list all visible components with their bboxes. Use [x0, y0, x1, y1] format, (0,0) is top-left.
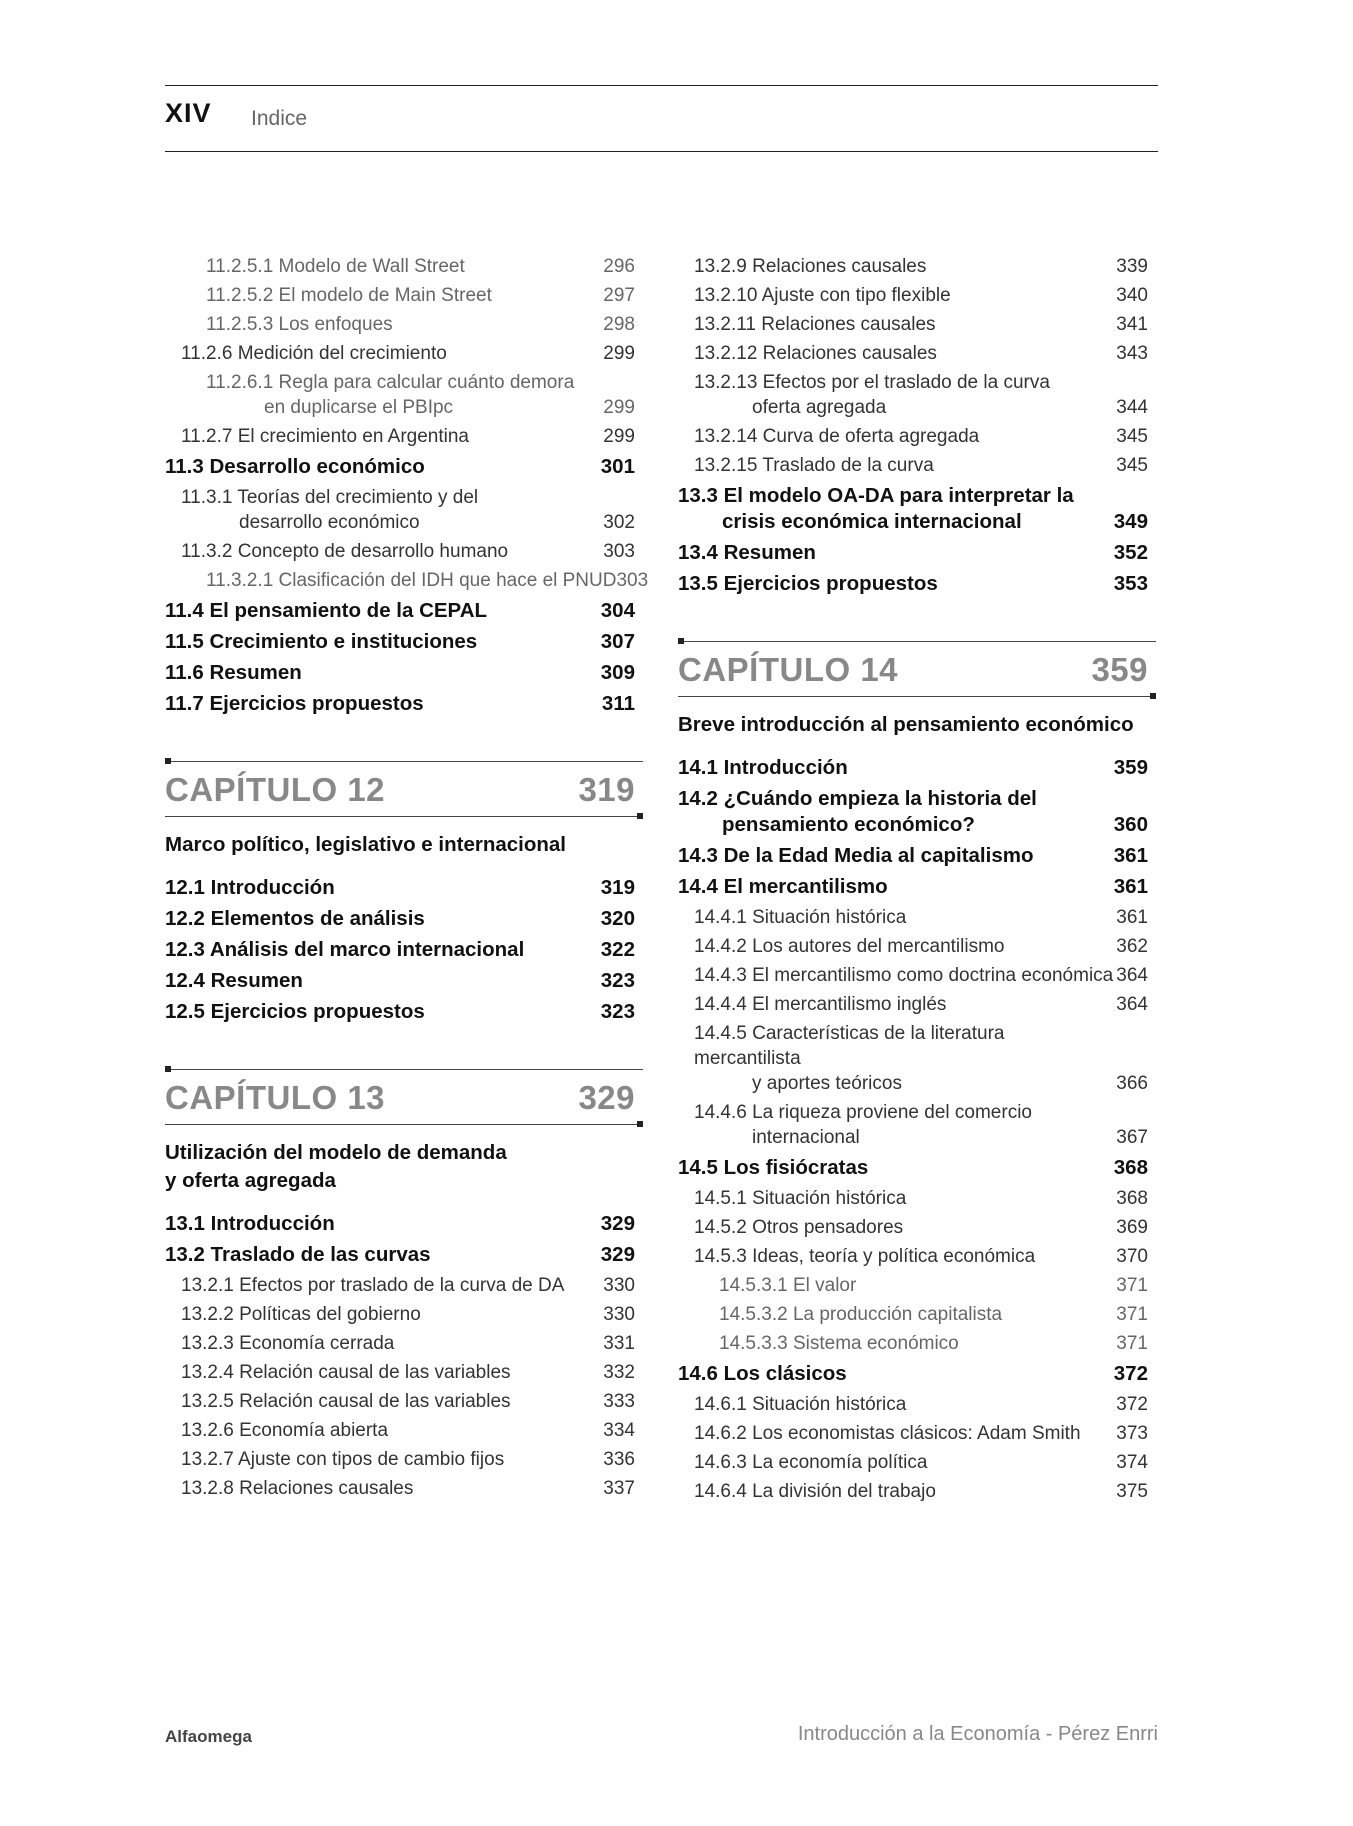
toc-entry-title: [694, 1186, 906, 1211]
toc-entry-title-line: 14.6.4 La división del trabajo: [694, 1481, 936, 1502]
toc-entry: [165, 875, 643, 901]
toc-entry-page: 349: [1113, 510, 1148, 533]
toc-entry: [165, 283, 643, 308]
toc-entry: [165, 424, 643, 449]
toc-entry: [678, 843, 1156, 869]
toc-entry-page: 303: [603, 541, 635, 562]
toc-entry: [678, 254, 1156, 279]
toc-entry-title: [206, 283, 492, 308]
toc-entry-page: 352: [1113, 541, 1148, 564]
toc-entry-title: [165, 1242, 431, 1268]
toc-entry-title-line: 11.3.2.1 Clasificación del IDH que hace el PNUD: [206, 570, 617, 591]
footer-book-title: Introducción a la Economía - Pérez Enrri: [797, 1723, 1158, 1745]
toc-entry-title: [181, 1302, 421, 1327]
toc-entry-title: [206, 254, 465, 279]
toc-entry-title-line: 12.2 Elementos de análisis: [165, 907, 425, 930]
toc-entry-page: 344: [1116, 397, 1148, 418]
toc-entry-page: 319: [600, 876, 635, 899]
chapter-heading-row: [165, 762, 643, 816]
toc-entry-page: 343: [1116, 343, 1148, 364]
toc-entry-title-line: 11.2.6.1 Regla para calcular cuánto demora: [206, 372, 575, 393]
chapter-bottom-rule: [165, 816, 643, 817]
toc-entry-title: [694, 1215, 903, 1240]
toc-entry: [678, 874, 1156, 900]
toc-entry-title-line: 11.4 El pensamiento de la CEPAL: [165, 599, 488, 622]
toc-entry-title-line: 11.2.5.3 Los enfoques: [206, 314, 393, 335]
toc-entry-title: [165, 598, 487, 624]
toc-entry-title-line: en duplicarse el PBIpc: [264, 397, 454, 418]
toc-entry: [678, 963, 1156, 988]
chapter-heading: [165, 1069, 643, 1125]
toc-entry: [165, 906, 643, 932]
toc-entry-title-line: 14.5.1 Situación histórica: [694, 1188, 907, 1209]
chapter-top-rule: [165, 761, 643, 762]
toc-entry-page: 302: [603, 512, 635, 533]
toc-entry-page: 296: [603, 256, 635, 277]
toc-entry-page: 307: [600, 630, 635, 653]
toc-entry: [165, 1331, 643, 1356]
toc-entry: [678, 1421, 1156, 1446]
toc-entry-page: 330: [603, 1304, 635, 1325]
header-bottom-rule: [165, 151, 1158, 152]
toc-entry-page: 361: [1113, 844, 1148, 867]
toc-entry-title: [678, 1361, 847, 1387]
toc-entry-title: [206, 312, 393, 337]
toc-entry: [678, 1479, 1156, 1504]
toc-entry-title-line: 14.1 Introducción: [678, 756, 848, 779]
toc-entry-page: 345: [1116, 426, 1148, 447]
toc-entry-title-line: 13.2.6 Economía abierta: [181, 1420, 389, 1441]
toc-entry-page: 299: [603, 397, 635, 418]
toc-entry-title: [694, 1100, 1032, 1150]
toc-entry: [678, 755, 1156, 781]
toc-entry-title-line: 13.1 Introducción: [165, 1212, 335, 1235]
toc-entry-page: 323: [600, 969, 635, 992]
toc-entry-title-line: 13.2.11 Relaciones causales: [694, 314, 936, 335]
toc-entry-page: 373: [1116, 1423, 1148, 1444]
toc-entry-title: [719, 1331, 959, 1356]
toc-entry-page: 370: [1116, 1246, 1148, 1267]
toc-entry-title: [165, 691, 424, 717]
toc-entry-title: [694, 934, 1005, 959]
toc-entry-title-line: internacional: [752, 1127, 860, 1148]
toc-entry: [678, 1021, 1156, 1096]
toc-entry: [165, 1211, 643, 1237]
toc-entry-title-line: 13.2.14 Curva de oferta agregada: [694, 426, 980, 447]
toc-entry-title-line: 14.4.6 La riqueza proviene del comercio: [694, 1102, 1032, 1123]
toc-entry-title-line: 14.4.4 El mercantilismo inglés: [694, 994, 947, 1015]
toc-entry-page: 339: [1116, 256, 1148, 277]
toc-entry-page: 364: [1116, 994, 1148, 1015]
toc-entry-title: [694, 1479, 936, 1504]
toc-entry-page: 368: [1116, 1188, 1148, 1209]
toc-entry: [165, 341, 643, 366]
chapter-heading: [165, 761, 643, 817]
toc-entry-title: [678, 843, 1033, 869]
toc-entry-title-line: 13.2.3 Economía cerrada: [181, 1333, 395, 1354]
toc-entry-page: 372: [1116, 1394, 1148, 1415]
toc-entry-title-line: crisis económica internacional: [722, 510, 1022, 533]
toc-entry: [678, 483, 1156, 535]
toc-entry-page: 298: [603, 314, 635, 335]
toc-entry: [678, 312, 1156, 337]
chapter-subtitle-line: Breve introducción al pensamiento económico: [678, 713, 1134, 736]
toc-entry-title-line: 13.2.5 Relación causal de las variables: [181, 1391, 511, 1412]
chapter-subtitle-line: y oferta agregada: [165, 1169, 336, 1192]
toc-entry-page: 359: [1113, 756, 1148, 779]
toc-entry-title-line: 11.2.5.1 Modelo de Wall Street: [206, 256, 465, 277]
toc-entry: [165, 1273, 643, 1298]
toc-entry-page: 353: [1113, 572, 1148, 595]
toc-entry: [678, 992, 1156, 1017]
toc-entry-title-line: 13.3 El modelo OA-DA para interpretar la: [678, 484, 1074, 507]
toc-entry-title: [181, 424, 469, 449]
toc-entry: [678, 1244, 1156, 1269]
footer-publisher: Alfaomega: [165, 1727, 252, 1746]
toc-entry: [678, 283, 1156, 308]
toc-entry-title-line: 14.4.1 Situación histórica: [694, 907, 907, 928]
chapter-page: 359: [1091, 651, 1148, 688]
chapter-top-rule: [678, 641, 1156, 642]
toc-entry-title: [165, 1211, 335, 1237]
toc-entry-title: [165, 660, 302, 686]
chapter-title: CAPÍTULO 12: [165, 771, 386, 808]
toc-entry-title: [694, 905, 906, 930]
toc-entry: [678, 1215, 1156, 1240]
chapter-page: 329: [578, 1079, 635, 1116]
toc-entry-title: [694, 453, 934, 478]
page-number: XIV: [165, 98, 212, 128]
chapter-heading-row: [165, 1070, 643, 1124]
toc-entry-title-line: 11.2.7 El crecimiento en Argentina: [181, 426, 469, 447]
toc-entry-title-line: y aportes teóricos: [752, 1073, 902, 1094]
toc-entry: [678, 453, 1156, 478]
chapter-heading-row: [678, 642, 1156, 696]
toc-entry-title-line: 14.6.1 Situación histórica: [694, 1394, 907, 1415]
toc-entry-title: [181, 341, 447, 366]
chapter-subtitle: [165, 1139, 643, 1195]
toc-entry: [678, 1100, 1156, 1150]
toc-entry-title: [165, 968, 303, 994]
toc-entry-title: [165, 454, 425, 480]
toc-entry-title-line: 14.6.3 La economía política: [694, 1452, 928, 1473]
toc-entry-title: [165, 629, 477, 655]
toc-entry-title: [694, 1421, 1081, 1446]
toc-entry: [165, 999, 643, 1025]
toc-entry-page: 375: [1116, 1481, 1148, 1502]
toc-entry-page: 303: [616, 570, 649, 591]
toc-entry: [165, 660, 643, 686]
toc-entry-page: 334: [603, 1420, 635, 1441]
toc-entry: [165, 629, 643, 655]
toc-entry: [165, 568, 649, 593]
toc-entry-title-line: 13.2.8 Relaciones causales: [181, 1478, 414, 1499]
toc-entry-title: [165, 999, 425, 1025]
toc-entry-title-line: 13.2.1 Efectos por traslado de la curva de DA: [181, 1275, 565, 1296]
toc-entry: [678, 905, 1156, 930]
toc-entry-page: 322: [600, 938, 635, 961]
toc-entry-title-line: 11.3 Desarrollo económico: [165, 455, 425, 478]
toc-entry-title: [694, 1021, 1116, 1096]
toc-entry-title-line: 12.4 Resumen: [165, 969, 303, 992]
toc-entry-title: [694, 254, 926, 279]
toc-entry-page: 362: [1116, 936, 1148, 957]
toc-entry: [165, 454, 643, 480]
toc-entry-title: [165, 937, 524, 963]
toc-entry-title-line: 14.5.3.1 El valor: [719, 1275, 857, 1296]
toc-entry: [165, 1418, 643, 1443]
toc-entry-title: [181, 1273, 564, 1298]
toc-entry-page: 371: [1116, 1333, 1148, 1354]
toc-entry-page: 367: [1116, 1127, 1148, 1148]
toc-entry: [165, 968, 643, 994]
toc-entry: [678, 1392, 1156, 1417]
toc-entry-page: 304: [600, 599, 635, 622]
toc-entry-title: [181, 1360, 511, 1385]
toc-entry-title-line: 14.4.5 Características de la literatura mercantilista: [694, 1023, 1005, 1069]
toc-entry-title: [181, 1331, 394, 1356]
toc-entry-title-line: 14.4 El mercantilismo: [678, 875, 888, 898]
toc-entry: [678, 1155, 1156, 1181]
toc-entry-title-line: 13.2.13 Efectos por el traslado de la curva: [694, 372, 1050, 393]
chapter-top-rule: [165, 1069, 643, 1070]
toc-entry-title: [719, 1302, 1002, 1327]
toc-entry: [165, 370, 643, 420]
toc-entry-page: 374: [1116, 1452, 1148, 1473]
toc-entry: [678, 370, 1156, 420]
toc-entry-page: 371: [1116, 1275, 1148, 1296]
toc-entry: [678, 1273, 1156, 1298]
toc-entry: [678, 1450, 1156, 1475]
toc-entry-title-line: 11.3.1 Teorías del crecimiento y del: [181, 487, 479, 508]
toc-entry: [678, 1331, 1156, 1356]
toc-entry-page: 340: [1116, 285, 1148, 306]
toc-entry-title: [694, 370, 1050, 420]
toc-entry-title-line: 14.4.2 Los autores del mercantilismo: [694, 936, 1005, 957]
toc-entry-title-line: 11.5 Crecimiento e instituciones: [165, 630, 478, 653]
toc-entry-title: [694, 283, 951, 308]
toc-entry-title: [678, 483, 1074, 535]
toc-entry-page: 371: [1116, 1304, 1148, 1325]
toc-entry-title-line: 14.5.3.3 Sistema económico: [719, 1333, 959, 1354]
toc-entry: [165, 1302, 643, 1327]
toc-entry-title: [181, 1418, 388, 1443]
toc-entry-page: 320: [600, 907, 635, 930]
toc-entry: [678, 1302, 1156, 1327]
toc-entry-title-line: 13.2.9 Relaciones causales: [694, 256, 927, 277]
toc-entry: [165, 539, 643, 564]
toc-entry-title: [694, 1450, 927, 1475]
toc-entry-title-line: 11.2.5.2 El modelo de Main Street: [206, 285, 492, 306]
toc-entry-title-line: 14.3 De la Edad Media al capitalismo: [678, 844, 1034, 867]
chapter-subtitle: [165, 831, 643, 859]
toc-entry-title: [678, 786, 1037, 838]
toc-entry-page: 332: [603, 1362, 635, 1383]
toc-entry-page: 329: [600, 1212, 635, 1235]
toc-entry: [678, 540, 1156, 566]
toc-entry-title: [206, 568, 616, 593]
toc-entry: [678, 1361, 1156, 1387]
toc-entry: [678, 571, 1156, 597]
toc-entry-title: [694, 963, 1113, 988]
toc-entry-title-line: 11.6 Resumen: [165, 661, 302, 684]
toc-entry-page: 369: [1116, 1217, 1148, 1238]
toc-entry-title-line: 13.2 Traslado de las curvas: [165, 1243, 431, 1266]
chapter-subtitle-line: Marco político, legislativo e internacional: [165, 833, 566, 856]
toc-entry-title-line: 12.3 Análisis del marco internacional: [165, 938, 525, 961]
chapter-heading: [678, 641, 1156, 697]
toc-entry: [165, 485, 643, 535]
toc-entry-page: 329: [600, 1243, 635, 1266]
section-title: Indice: [251, 107, 308, 130]
toc-entry-page: 299: [603, 426, 635, 447]
toc-entry-title-line: 14.5.3 Ideas, teoría y política económica: [694, 1246, 1036, 1267]
toc-entry-title-line: 13.2.10 Ajuste con tipo flexible: [694, 285, 951, 306]
toc-entry: [165, 1447, 643, 1472]
toc-entry-page: 297: [603, 285, 635, 306]
toc-entry-title: [694, 312, 936, 337]
toc-entry: [165, 598, 643, 624]
toc-entry-title: [694, 424, 979, 449]
toc-right-column: [678, 250, 1156, 1508]
toc-entry-title: [181, 1476, 413, 1501]
chapter-bottom-rule: [678, 696, 1156, 697]
toc-entry-page: 311: [601, 692, 635, 715]
toc-entry: [165, 691, 643, 717]
toc-entry-title: [719, 1273, 856, 1298]
toc-entry-title-line: 14.5.2 Otros pensadores: [694, 1217, 904, 1238]
toc-entry-title: [694, 1392, 906, 1417]
header-top-rule: [165, 85, 1158, 86]
toc-entry-title-line: 11.2.6 Medición del crecimiento: [181, 343, 447, 364]
toc-entry-title: [181, 1389, 511, 1414]
toc-entry-title-line: 14.4.3 El mercantilismo como doctrina económica: [694, 965, 1114, 986]
chapter-title: CAPÍTULO 14: [678, 651, 899, 688]
toc-entry-title-line: 14.5 Los fisiócratas: [678, 1156, 869, 1179]
toc-entry: [678, 786, 1156, 838]
toc-entry-page: 331: [603, 1333, 635, 1354]
toc-entry-page: 360: [1113, 813, 1148, 836]
toc-entry: [165, 1360, 643, 1385]
toc-entry-title: [165, 906, 425, 932]
toc-entry: [165, 1389, 643, 1414]
chapter-subtitle: [678, 711, 1156, 739]
toc-left-column: [165, 250, 649, 1505]
toc-entry-page: 341: [1116, 314, 1148, 335]
toc-entry-page: 366: [1116, 1073, 1148, 1094]
toc-entry-title: [678, 755, 848, 781]
toc-entry-page: 309: [600, 661, 635, 684]
toc-entry-title-line: 13.2.2 Políticas del gobierno: [181, 1304, 421, 1325]
toc-entry-page: 361: [1116, 907, 1148, 928]
chapter-bottom-rule: [165, 1124, 643, 1125]
toc-entry-title: [165, 875, 335, 901]
toc-entry-title-line: 13.2.7 Ajuste con tipos de cambio fijos: [181, 1449, 505, 1470]
toc-entry-page: 372: [1113, 1362, 1148, 1385]
toc-entry-page: 345: [1116, 455, 1148, 476]
toc-entry-page: 364: [1116, 965, 1148, 986]
toc-entry-title-line: 12.5 Ejercicios propuestos: [165, 1000, 425, 1023]
chapter-subtitle-line: Utilización del modelo de demanda: [165, 1141, 507, 1164]
toc-entry-title-line: 13.2.15 Traslado de la curva: [694, 455, 934, 476]
toc-entry-page: 301: [600, 455, 635, 478]
toc-entry-title: [206, 370, 574, 420]
toc-entry-title: [678, 874, 888, 900]
toc-entry-title-line: 14.6 Los clásicos: [678, 1362, 847, 1385]
toc-entry-title-line: 13.5 Ejercicios propuestos: [678, 572, 938, 595]
toc-entry-title-line: 11.7 Ejercicios propuestos: [165, 692, 424, 715]
toc-entry-title-line: 14.2 ¿Cuándo empieza la historia del: [678, 787, 1037, 810]
toc-entry: [678, 934, 1156, 959]
toc-entry-page: 330: [603, 1275, 635, 1296]
toc-entry-title-line: 13.2.4 Relación causal de las variables: [181, 1362, 511, 1383]
toc-entry-title: [181, 1447, 504, 1472]
toc-entry: [165, 937, 643, 963]
toc-entry-title-line: 11.3.2 Concepto de desarrollo humano: [181, 541, 509, 562]
toc-entry-title: [694, 341, 937, 366]
toc-entry-title: [694, 992, 946, 1017]
toc-entry-title-line: 12.1 Introducción: [165, 876, 335, 899]
toc-entry-title: [678, 571, 938, 597]
toc-entry-title-line: oferta agregada: [752, 397, 887, 418]
toc-entry: [678, 424, 1156, 449]
toc-entry: [165, 1242, 643, 1268]
toc-entry-page: 361: [1113, 875, 1148, 898]
toc-entry-title-line: pensamiento económico?: [722, 813, 975, 836]
toc-entry: [165, 254, 643, 279]
toc-entry-title-line: 14.5.3.2 La producción capitalista: [719, 1304, 1003, 1325]
toc-entry-page: 336: [603, 1449, 635, 1470]
toc-entry: [165, 1476, 643, 1501]
toc-entry: [165, 312, 643, 337]
chapter-title: CAPÍTULO 13: [165, 1079, 386, 1116]
toc-entry-title: [678, 540, 816, 566]
toc-entry-page: 299: [603, 343, 635, 364]
toc-entry: [678, 1186, 1156, 1211]
toc-entry-title-line: 13.2.12 Relaciones causales: [694, 343, 937, 364]
toc-entry-title-line: desarrollo económico: [239, 512, 420, 533]
toc-entry-page: 333: [603, 1391, 635, 1412]
toc-entry-page: 337: [603, 1478, 635, 1499]
chapter-page: 319: [578, 771, 635, 808]
toc-entry-title-line: 14.6.2 Los economistas clásicos: Adam Smith: [694, 1423, 1081, 1444]
toc-entry-title: [181, 485, 478, 535]
toc-entry-page: 368: [1113, 1156, 1148, 1179]
toc-entry-title: [694, 1244, 1035, 1269]
toc-entry-title: [678, 1155, 868, 1181]
toc-entry-page: 323: [600, 1000, 635, 1023]
toc-entry-title: [181, 539, 508, 564]
toc-entry-title-line: 13.4 Resumen: [678, 541, 816, 564]
toc-entry: [678, 341, 1156, 366]
